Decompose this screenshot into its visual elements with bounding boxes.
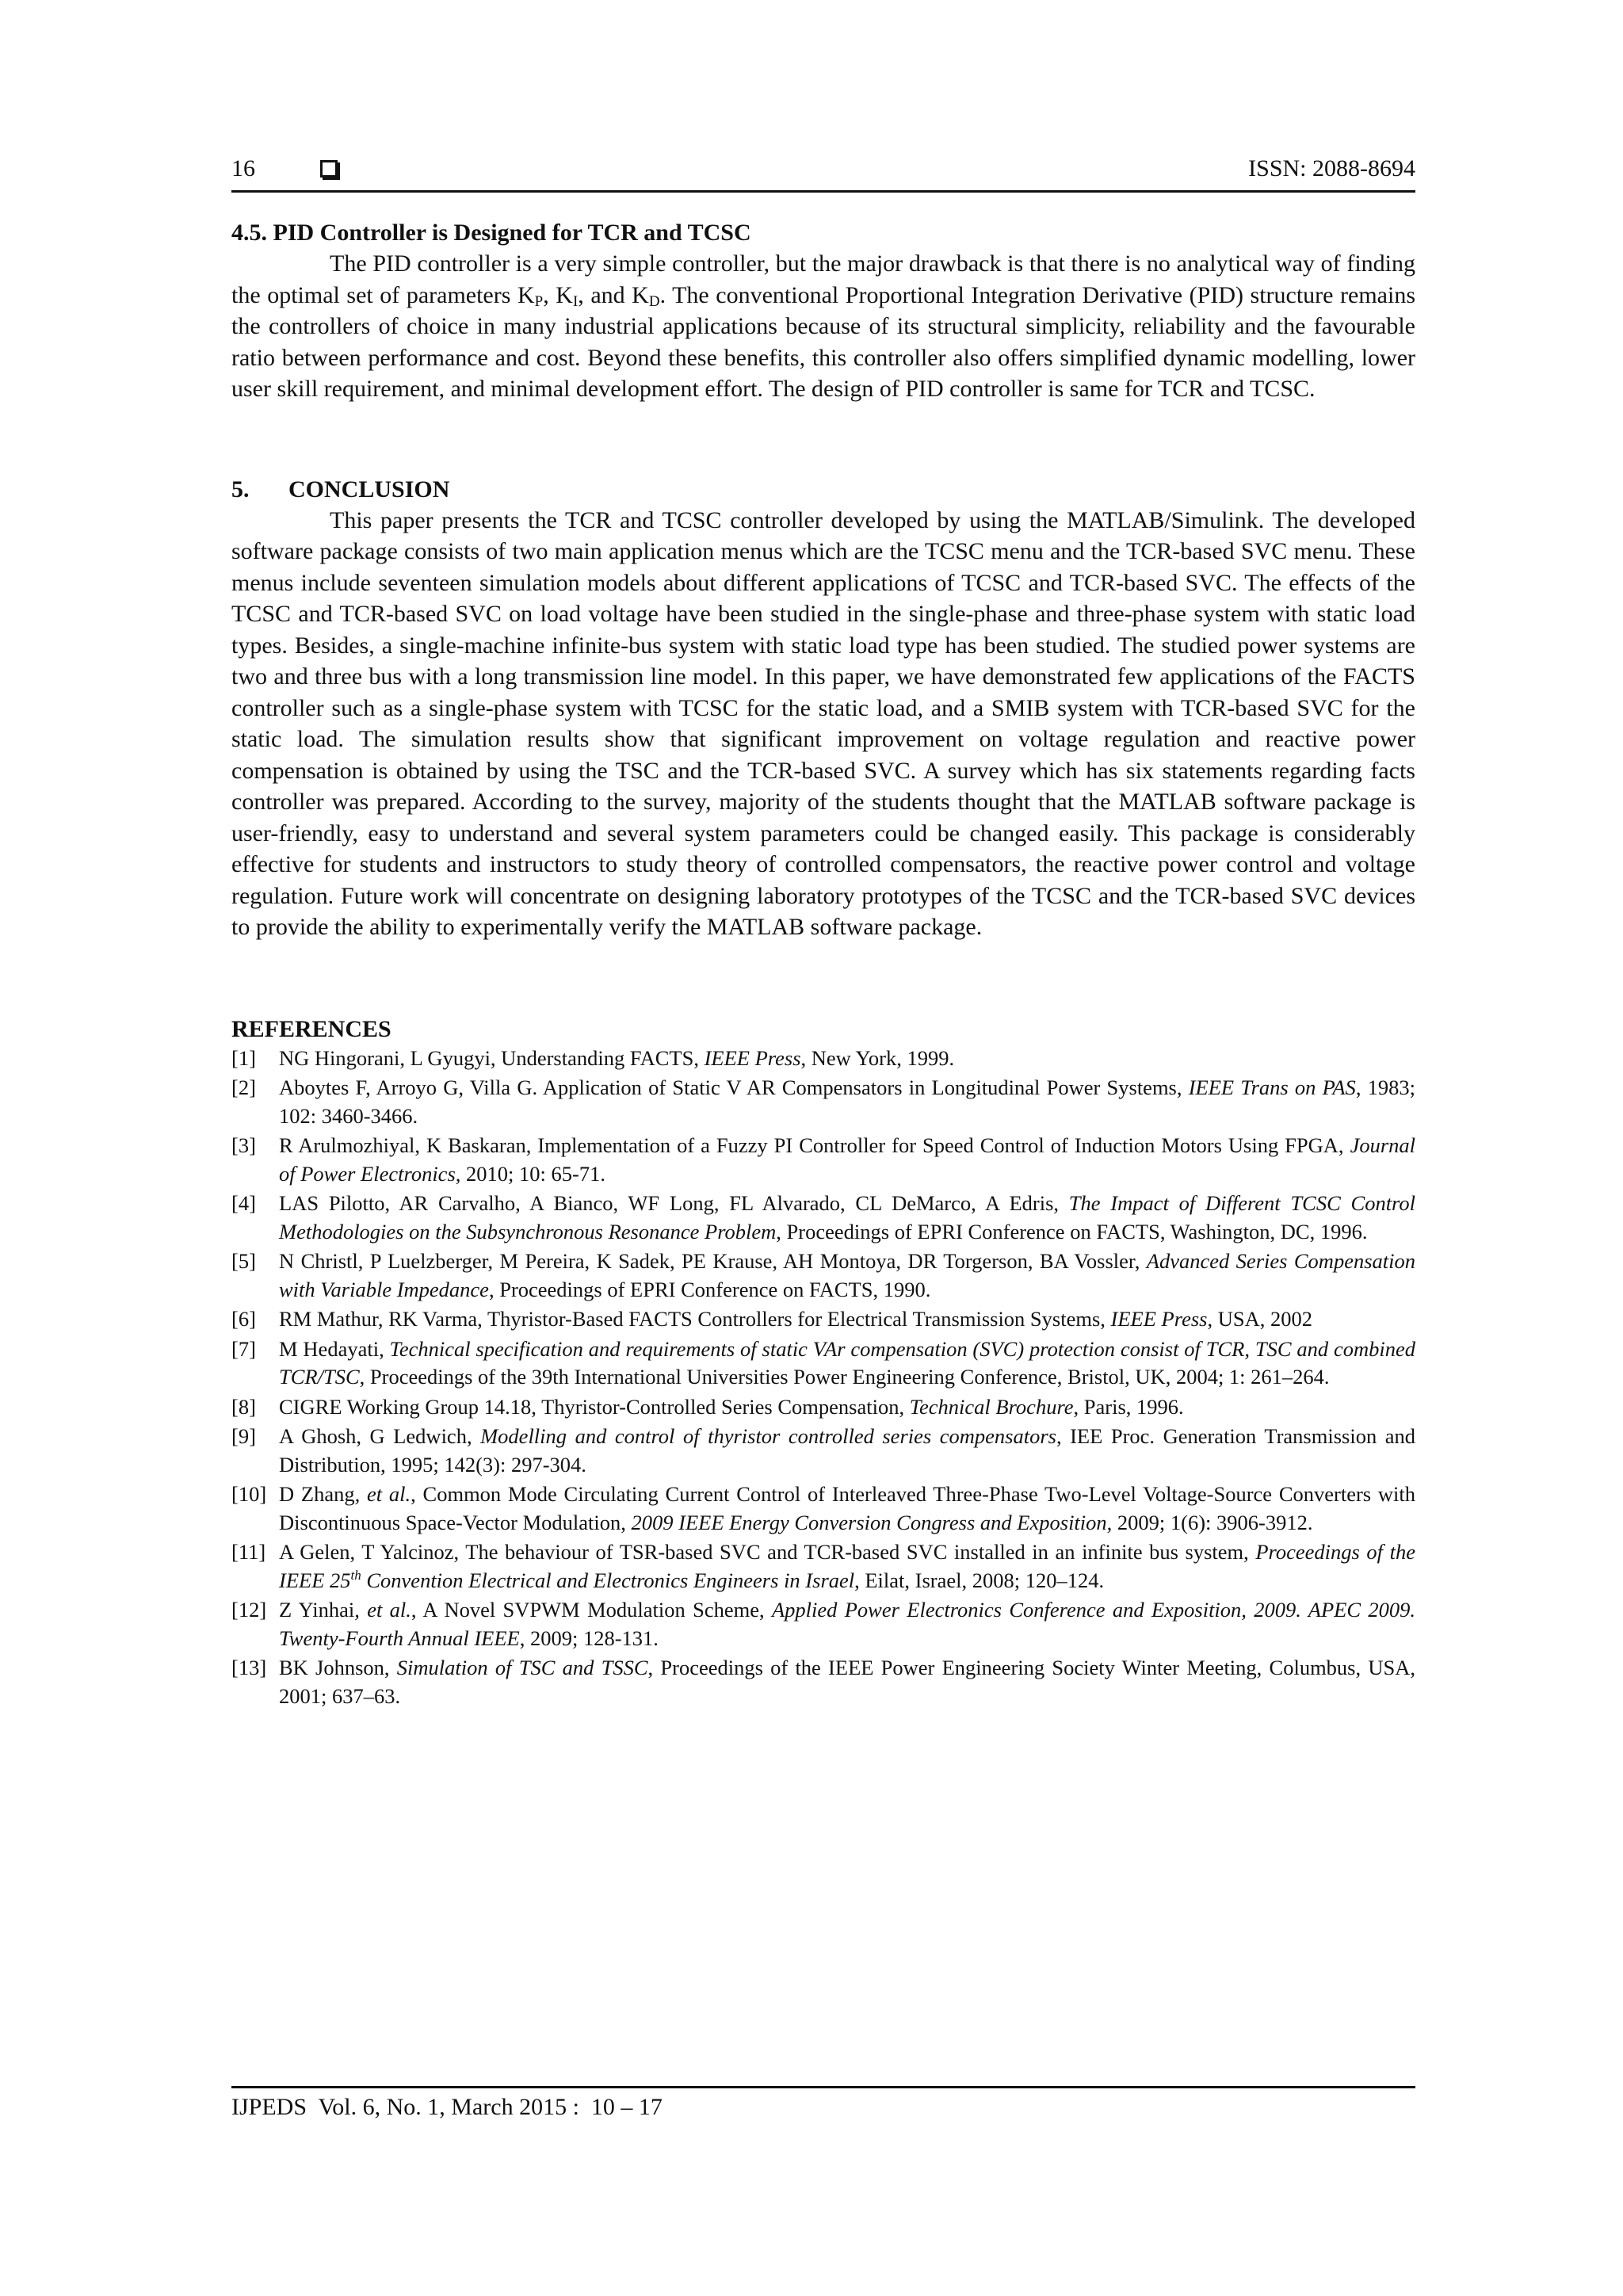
reference-item: [8] CIGRE Working Group 14.18, Thyristor-Controlled Series Compensation, Technical Brochure, Paris, 1996.	[231, 1394, 1184, 1419]
reference-item: [4] LAS Pilotto, AR Carvalho, A Bianco, WF Long, FL Alvarado, CL DeMarco, A Edris, The Impact of Different TCSC Control Methodologies on the Subsynchronous Resonance Problem, Proceedings of EPRI Conference on FACTS, Washington, DC, 1996.	[231, 1191, 1415, 1244]
reference-item: [12] Z Yinhai, et al., A Novel SVPWM Modulation Scheme, Applied Power Electronics Conference and Exposition, 2009. APEC 2009. Twenty-Fourth Annual IEEE, 2009; 128-131.	[231, 1598, 1415, 1650]
references-heading: REFERENCES	[231, 1015, 391, 1042]
reference-item: [7] M Hedayati, Technical specification and requirements of static VAr compensation (SVC) protection consist of TCR, TSC and combined TCR/TSC, Proceedings of the 39th International Universities Power Engineering Conference, Bristol, UK, 2004; 1: 261–264.	[231, 1336, 1415, 1389]
reference-item: [10] D Zhang, et al., Common Mode Circulating Current Control of Interleaved Three-Phase Two-Level Voltage-Source Converters with Discontinuous Space-Vector Modulation, 2009 IEEE Energy Conversion Congress and Exposition, 2009; 1(6): 3906-3912.	[231, 1482, 1415, 1534]
reference-item: [2] Aboytes F, Arroyo G, Villa G. Application of Static V AR Compensators in Longitudinal Power Systems, IEEE Trans on PAS, 1983; 102: 3460-3466.	[231, 1075, 1415, 1128]
reference-item: [3] R Arulmozhiyal, K Baskaran, Implementation of a Fuzzy PI Controller for Speed Control of Induction Motors Using FPGA, Journal of Power Electronics, 2010; 10: 65-71.	[231, 1133, 1415, 1186]
issn-label: ISSN: 2088-8694	[1248, 155, 1415, 181]
conclusion-paragraph: This paper presents the TCR and TCSC controller developed by using the MATLAB/Simulink. The developed software package consists of two main application menus which are the TCSC menu and the TCR-based SVC menu. These menus include seventeen simulation models about different applications of TCSC and TCR-based SVC. The effects of the TCSC and TCR-based SVC on load voltage have been studied in the single-phase and three-phase system with static load types. Besides, a single-machine infinite-bus system with static load type has been studied. The studied power systems are two and three bus with a long transmission line model. In this paper, we have demonstrated few applications of the FACTS controller such as a single-phase system with TCSC for the static load, and a SMIB system with TCR-based SVC for the static load. The simulation results show that significant improvement on voltage regulation and reactive power compensation is obtained by using the TSC and the TCR-based SVC. A survey which has six statements regarding facts controller was prepared. According to the survey, majority of the students thought that the MATLAB software package is user-friendly, easy to understand and several system parameters could be changed easily. This package is considerably effective for students and instructors to study theory of controlled compensators, the reactive power control and voltage regulation. Future work will concentrate on designing laboratory prototypes of the TCSC and the TCR-based SVC devices to provide the ability to experimentally verify the MATLAB software package.	[231, 506, 1415, 940]
section-heading-conclusion: 5. CONCLUSION	[231, 476, 450, 502]
section-4-5-paragraph: The PID controller is a very simple controller, but the major drawback is that there is no analytical way of finding the optimal set of parameters $K_P$, $K_I$, and $K_D$. The conventional Proportional Integration Derivative (PID) structure remains the controllers of choice in many industrial applications because of its structural simplicity, reliability and the favourable ratio between performance and cost. Beyond these benefits, this controller also offers simplified dynamic modelling, lower user skill requirement, and minimal development effort. The design of PID controller is same for TCR and TCSC.	[231, 250, 1416, 402]
reference-item: [13] BK Johnson, Simulation of TSC and TSSC, Proceedings of the IEEE Power Engineering Society Winter Meeting, Columbus, USA, 2001; 637–63.	[231, 1656, 1415, 1708]
footer-divider	[231, 2086, 1415, 2088]
reference-item: [9] A Ghosh, G Ledwich, Modelling and control of thyristor controlled series compensators, IEE Proc. Generation Transmission and Distribution, 1995; 142(3): 297-304.	[231, 1424, 1416, 1477]
page-footer: IJPEDS Vol. 6, No. 1, March 2015 : 10 – 17	[231, 2094, 663, 2120]
reference-item: [1] NG Hingorani, L Gyugyi, Understanding FACTS, IEEE Press, New York, 1999.	[231, 1045, 955, 1070]
header-divider	[231, 190, 1415, 193]
section-heading-4-5: 4.5. PID Controller is Designed for TCR and TCSC	[231, 220, 751, 246]
page-header	[231, 155, 1415, 189]
checkbox-icon	[320, 160, 338, 178]
page-body	[231, 218, 1415, 1712]
reference-item: [5] N Christl, P Luelzberger, M Pereira, K Sadek, PE Krause, AH Montoya, DR Torgerson, BA Vossler, Advanced Series Compensation with Variable Impedance, Proceedings of EPRI Conference on FACTS, 1990.	[231, 1249, 1415, 1301]
reference-list	[231, 1045, 1415, 1711]
reference-item: [11] A Gelen, T Yalcinoz, The behaviour of TSR-based SVC and TCR-based SVC installed in an infinite bus system, Proceedings of the IEEE 25th Convention Electrical and Electronics Engineers in Israel, Eilat, Israel, 2008; 120–124.	[231, 1540, 1415, 1592]
page-number: 16	[231, 155, 255, 181]
reference-item: [6] RM Mathur, RK Varma, Thyristor-Based FACTS Controllers for Electrical Transmission Systems, IEEE Press, USA, 2002	[231, 1307, 1312, 1331]
